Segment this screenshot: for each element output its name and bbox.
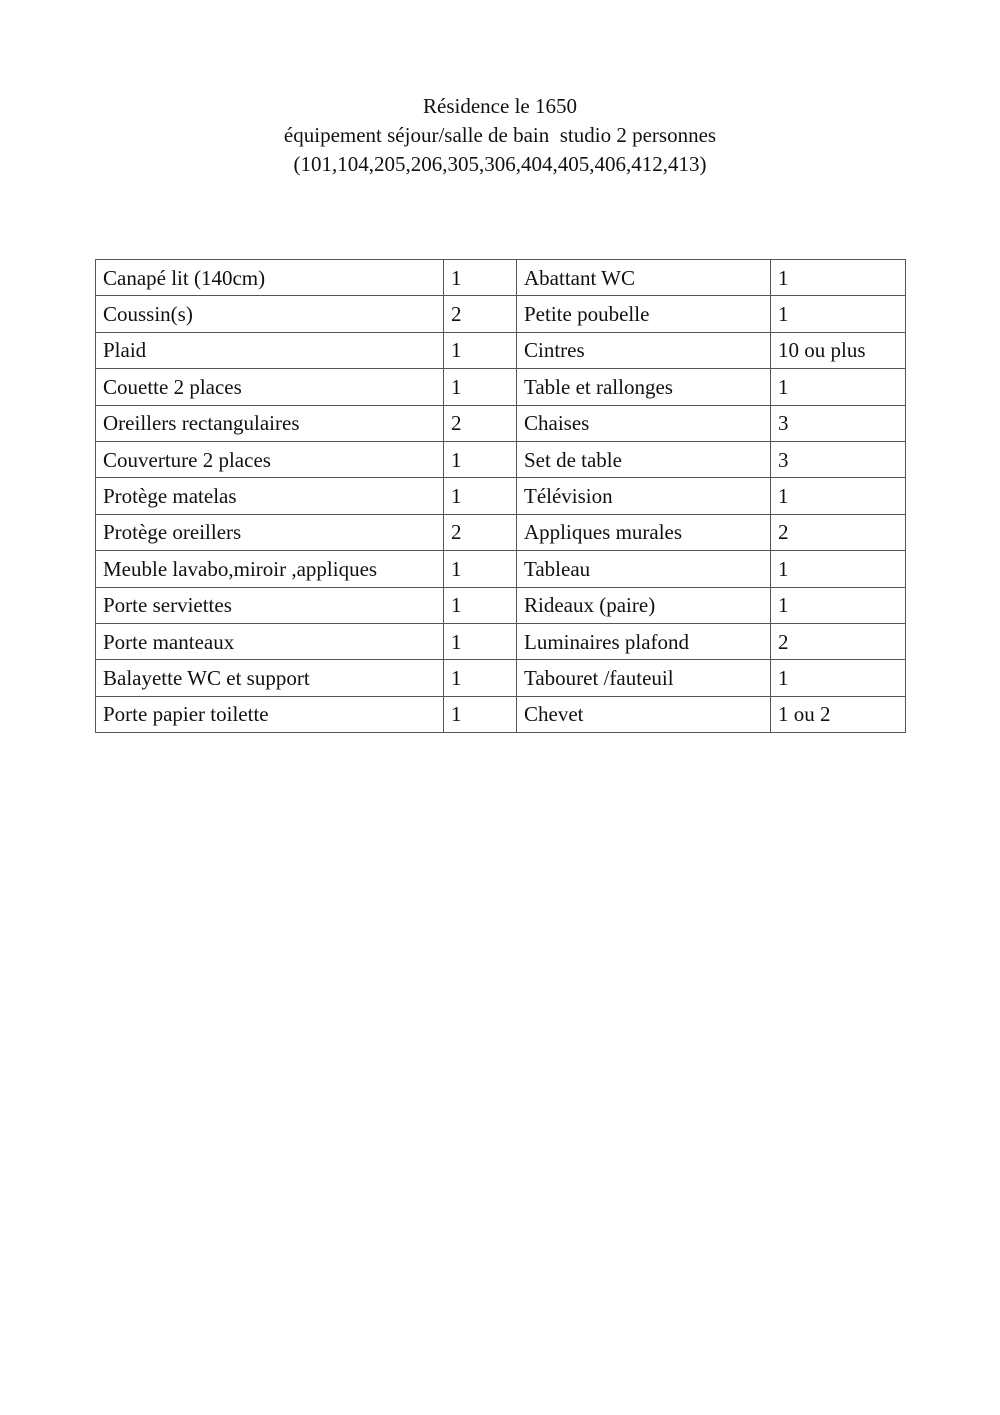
quantity-cell: 1 [771,369,906,405]
table-row [96,369,906,405]
quantity-cell: 1 [444,623,517,659]
item-name-cell: Rideaux (paire) [517,587,771,623]
table-row [96,514,906,550]
quantity-cell: 1 [444,260,517,296]
document-title-block [0,92,1000,179]
item-name-cell: Télévision [517,478,771,514]
item-name-cell: Cintres [517,332,771,368]
item-name-cell: Protège matelas [96,478,444,514]
table-row [96,623,906,659]
quantity-cell: 1 [444,587,517,623]
title-line-room-numbers: (101,104,205,206,305,306,404,405,406,412,413) [293,152,707,176]
table-row [96,551,906,587]
quantity-cell: 3 [771,405,906,441]
quantity-cell: 2 [771,623,906,659]
quantity-cell: 1 [771,478,906,514]
table-row [96,660,906,696]
item-name-cell: Protège oreillers [96,514,444,550]
quantity-cell: 1 [444,332,517,368]
quantity-cell: 2 [444,296,517,332]
item-name-cell: Porte serviettes [96,587,444,623]
item-name-cell: Plaid [96,332,444,368]
table-row [96,696,906,732]
quantity-cell: 1 [444,696,517,732]
table-row [96,332,906,368]
table-row [96,478,906,514]
item-name-cell: Petite poubelle [517,296,771,332]
item-name-cell: Meuble lavabo,miroir ,appliques [96,551,444,587]
quantity-cell: 2 [771,514,906,550]
item-name-cell: Couette 2 places [96,369,444,405]
item-name-cell: Porte papier toilette [96,696,444,732]
quantity-cell: 1 [444,441,517,477]
item-name-cell: Appliques murales [517,514,771,550]
item-name-cell: Table et rallonges [517,369,771,405]
table-row [96,405,906,441]
item-name-cell: Tableau [517,551,771,587]
item-name-cell: Chaises [517,405,771,441]
title-line-equipment: équipement séjour/salle de bain studio 2 personnes [283,123,717,147]
table-row [96,441,906,477]
quantity-cell: 3 [771,441,906,477]
item-name-cell: Set de table [517,441,771,477]
table-row [96,260,906,296]
quantity-cell: 2 [444,514,517,550]
quantity-cell: 1 [771,587,906,623]
item-name-cell: Balayette WC et support [96,660,444,696]
quantity-cell: 1 [444,369,517,405]
item-name-cell: Abattant WC [517,260,771,296]
item-name-cell: Luminaires plafond [517,623,771,659]
title-line-residence: Résidence le 1650 [423,94,577,118]
item-name-cell: Tabouret /fauteuil [517,660,771,696]
table-row [96,296,906,332]
item-name-cell: Chevet [517,696,771,732]
quantity-cell: 1 [771,260,906,296]
quantity-cell: 1 [771,660,906,696]
quantity-cell: 1 ou 2 [771,696,906,732]
quantity-cell: 1 [771,551,906,587]
quantity-cell: 1 [771,296,906,332]
item-name-cell: Coussin(s) [96,296,444,332]
equipment-table [95,259,906,733]
quantity-cell: 10 ou plus [771,332,906,368]
table-row [96,587,906,623]
quantity-cell: 1 [444,478,517,514]
item-name-cell: Porte manteaux [96,623,444,659]
item-name-cell: Canapé lit (140cm) [96,260,444,296]
item-name-cell: Couverture 2 places [96,441,444,477]
quantity-cell: 1 [444,551,517,587]
quantity-cell: 2 [444,405,517,441]
item-name-cell: Oreillers rectangulaires [96,405,444,441]
quantity-cell: 1 [444,660,517,696]
